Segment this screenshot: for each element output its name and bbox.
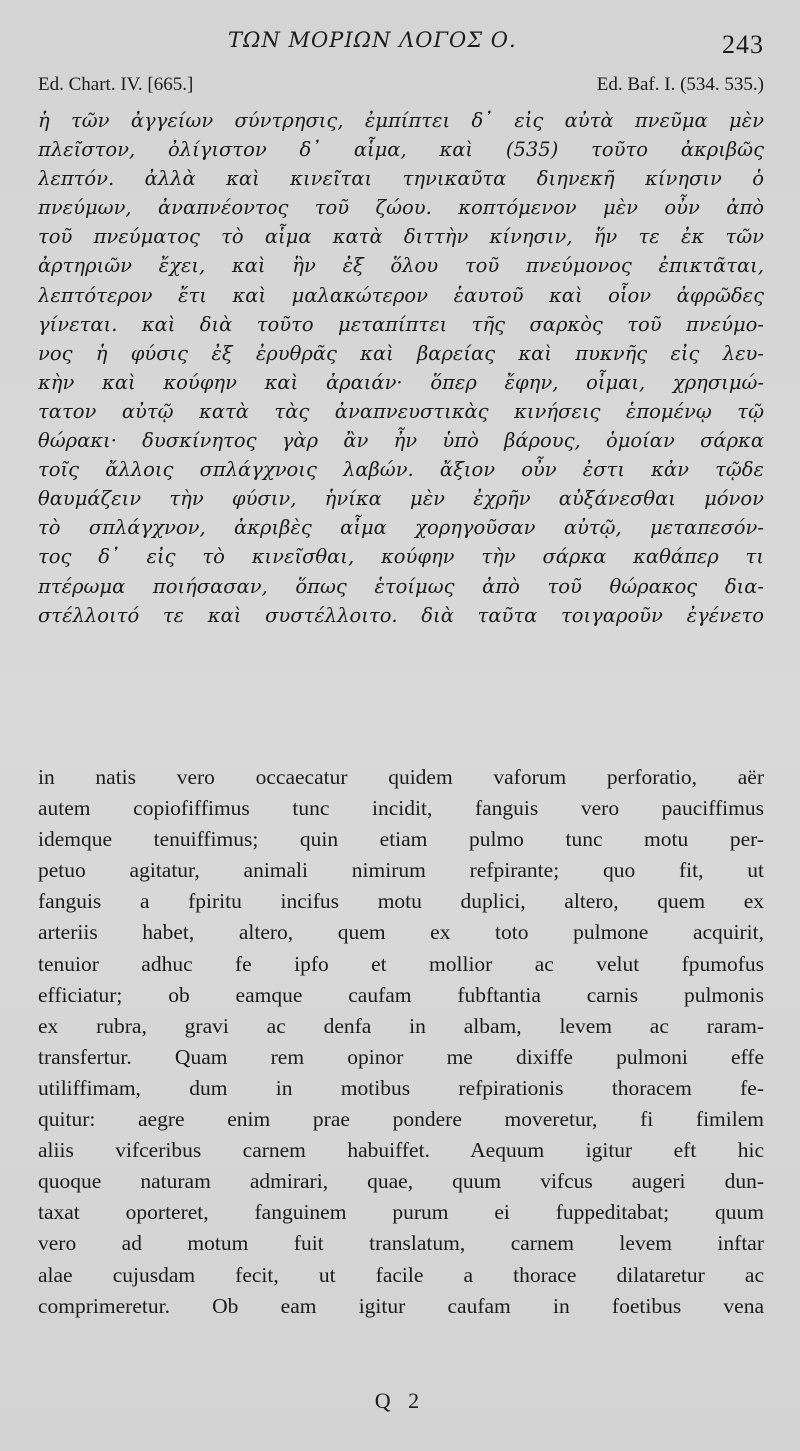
greek-line: τοῦ πνεύματος τὸ αἷμα κατὰ διττὴν κίνησιν, ἥν τε ἐκ τῶν xyxy=(38,225,764,249)
greek-line: πλεῖστον, ὀλίγιστον δ᾽ αἷμα, καὶ (535) τοῦτο ἀκριβῶς xyxy=(38,138,764,162)
edition-right: Ed. Baf. I. (534. 535.) xyxy=(596,74,764,95)
latin-line: in natis vero occaecatur quidem vaforum perforatio, aër xyxy=(38,765,764,789)
greek-line: ἀρτηριῶν ἔχει, καὶ ἣν ἐξ ὅλου τοῦ πνεύμονος ἐπικτᾶται, xyxy=(38,254,764,278)
greek-line: πτέρωμα ποιήσασαν, ὅπως ἑτοίμως ἀπὸ τοῦ θώρακος δια- xyxy=(38,574,764,598)
latin-line: quitur: aegre enim prae pondere moveretur, fi fimilem xyxy=(38,1107,764,1132)
latin-line: idemque tenuiffimus; quin etiam pulmo tunc motu per- xyxy=(38,827,764,852)
latin-line: utiliffimam, dum in motibus refpirationis thoracem fe- xyxy=(38,1075,764,1100)
greek-line: νος ἡ φύσις ἐξ ἐρυθρᾶς καὶ βαρείας καὶ πυκνῆς εἰς λευ- xyxy=(38,341,764,365)
greek-line: τος δ᾽ εἰς τὸ κινεῖσθαι, κούφην τὴν σάρκα καθάπερ τι xyxy=(38,545,764,569)
greek-line: θαυμάζειν τὴν φύσιν, ἡνίκα μὲν ἐχρῆν αὐξάνεσθαι μόνον xyxy=(38,487,764,511)
latin-line: tenuior adhuc fe ipfo et mollior ac velut fpumofus xyxy=(38,951,764,976)
greek-line: πνεύμων, ἀναπνέοντος τοῦ ζώου. κοπτόμενον μὲν οὖν ἀπὸ xyxy=(38,196,764,220)
latin-line: autem copiofiffimus tunc incidit, fanguis vero pauciffimus xyxy=(38,796,764,821)
latin-line: ex rubra, gravi ac denfa in albam, levem ac raram- xyxy=(38,1013,764,1038)
greek-line: τοῖς ἄλλοις σπλάγχνοις λαβών. ἄξιον οὖν ἐστι κἀν τῷδε xyxy=(38,458,764,482)
running-title: ΤΩΝ ΜΟΡΙΩΝ ΛΟΓΟΣ Ο. xyxy=(228,28,517,52)
latin-line: comprimeretur. Ob eam igitur caufam in foetibus vena xyxy=(38,1293,764,1318)
latin-text xyxy=(38,762,764,1322)
greek-line: τὸ σπλάγχνον, ἀκριβὲς αἷμα χορηγοῦσαν αὐτῷ, μεταπεσόν- xyxy=(38,516,764,540)
greek-text xyxy=(38,106,764,630)
edition-reference xyxy=(38,74,764,102)
latin-line: taxat oporteret, fanguinem purum ei fuppeditabat; quum xyxy=(38,1200,764,1225)
latin-line: vero ad motum fuit translatum, carnem levem inftar xyxy=(38,1231,764,1256)
latin-line: petuo agitatur, animali nimirum refpirante; quo fit, ut xyxy=(38,858,764,883)
greek-line: τατον αὐτῷ κατὰ τὰς ἀναπνευστικὰς κινήσεις ἑπομένῳ τῷ xyxy=(38,399,764,423)
latin-line: fanguis a fpiritu incifus motu duplici, altero, quem ex xyxy=(38,889,764,914)
edition-left: Ed. Chart. IV. [665.] xyxy=(38,74,194,95)
latin-line: arteriis habet, altero, quem ex toto pulmone acquirit, xyxy=(38,920,764,945)
page-number: 243 xyxy=(722,30,764,59)
greek-line: στέλλοιτό τε καὶ συστέλλοιτο. διὰ ταῦτα τοιγαροῦν ἐγένετο xyxy=(38,603,764,627)
greek-line: λεπτόν. ἀλλὰ καὶ κινεῖται τηνικαῦτα διηνεκῆ κίνησιν ὁ xyxy=(38,167,764,191)
latin-line: aliis vifceribus carnem habuiffet. Aequum igitur eft hic xyxy=(38,1138,764,1163)
latin-line: quoque naturam admirari, quae, quum vifcus augeri dun- xyxy=(38,1169,764,1194)
greek-line: ἡ τῶν ἀγγείων σύντρησις, ἐμπίπτει δ᾽ εἰς αὐτὰ πνεῦμα μὲν xyxy=(38,109,764,132)
greek-line: λεπτότερον ἔτι καὶ μαλακώτερον ἑαυτοῦ καὶ οἷον ἀφρῶδες xyxy=(38,283,764,307)
latin-line: alae cujusdam fecit, ut facile a thorace dilataretur ac xyxy=(38,1262,764,1287)
latin-line: efficiatur; ob eamque caufam fubftantia carnis pulmonis xyxy=(38,982,764,1007)
signature-mark: Q 2 xyxy=(374,1388,426,1413)
greek-line: κὴν καὶ κούφην καὶ ἀραιάν· ὅπερ ἔφην, οἶμαι, χρησιμώ- xyxy=(38,370,764,394)
latin-line: transfertur. Quam rem opinor me dixiffe pulmoni effe xyxy=(38,1044,764,1069)
greek-line: γίνεται. καὶ διὰ τοῦτο μεταπίπτει τῆς σαρκὸς τοῦ πνεύμο- xyxy=(38,312,764,336)
running-head xyxy=(0,28,800,60)
greek-line: θώρακι· δυσκίνητος γὰρ ἂν ἦν ὑπὸ βάρους, ὁμοίαν σάρκα xyxy=(38,429,764,453)
